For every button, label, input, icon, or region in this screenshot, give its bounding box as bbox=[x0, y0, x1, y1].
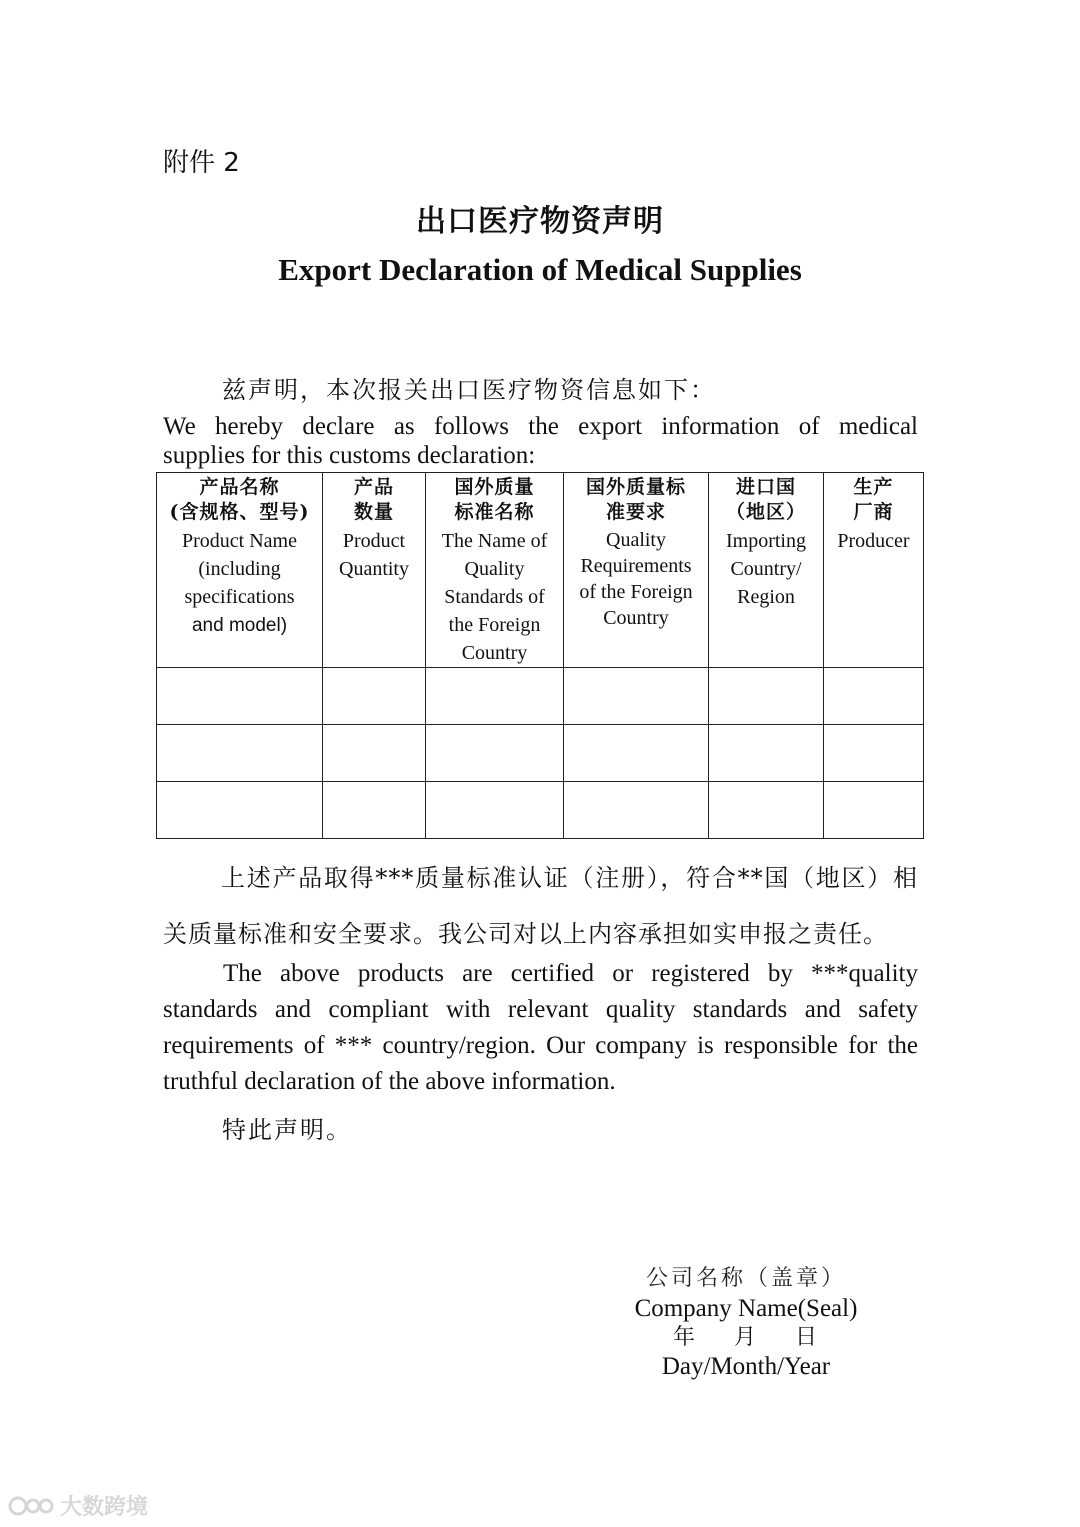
date-en: Day/Month/Year bbox=[661, 1353, 831, 1380]
header-standard-name-en-5: Country bbox=[461, 642, 528, 664]
header-producer-en bbox=[824, 527, 923, 555]
header-importing-country-en-1: Importing bbox=[726, 530, 806, 552]
company-name-en: Company Name(Seal) bbox=[634, 1295, 858, 1322]
header-standard-name-en-2: Quality bbox=[464, 558, 525, 580]
attachment-label: 附件 2 bbox=[163, 148, 240, 178]
header-quality-requirements-en bbox=[564, 527, 708, 631]
watermark-text: 大数跨境 bbox=[60, 1495, 149, 1520]
header-quantity-cn-1: 产品 bbox=[353, 476, 394, 498]
table-cell[interactable] bbox=[323, 725, 426, 782]
header-quantity-en-2: Quantity bbox=[339, 558, 409, 580]
table-cell[interactable] bbox=[157, 782, 323, 839]
table-cell[interactable] bbox=[157, 725, 323, 782]
table-row bbox=[157, 725, 924, 782]
header-product-name-cn-2: (含规格、型号) bbox=[169, 501, 310, 523]
table-cell[interactable] bbox=[564, 725, 709, 782]
header-standard-name-en-1: The Name of bbox=[441, 530, 548, 552]
table-cell[interactable] bbox=[157, 668, 323, 725]
title-english: Export Declaration of Medical Supplies bbox=[278, 252, 802, 287]
header-standard-name-cn-2: 标准名称 bbox=[454, 501, 535, 523]
header-product-name-en-3: specifications bbox=[184, 586, 295, 608]
header-product-name-en bbox=[157, 527, 322, 640]
table-cell[interactable] bbox=[564, 668, 709, 725]
table-header-row bbox=[157, 473, 924, 668]
header-product-name-cn-1: 产品名称 bbox=[199, 476, 280, 498]
company-name-cn: 公司名称（盖章） bbox=[645, 1266, 846, 1291]
statement-english: The above products are certified or registered by ***quality standards and compliant with relevant quality standards and safety requirements of *** country/region. Our company is responsible for the truthful declaration of the above information. bbox=[163, 960, 918, 1095]
table-cell[interactable] bbox=[709, 782, 824, 839]
header-standard-name bbox=[426, 473, 564, 668]
date-cn: 年 月 日 bbox=[673, 1325, 819, 1350]
header-standard-name-en-3: Standards of bbox=[444, 586, 545, 608]
header-quality-requirements-en-3: of the Foreign bbox=[579, 581, 693, 603]
table-cell[interactable] bbox=[824, 782, 924, 839]
declaration-english bbox=[163, 412, 918, 470]
header-producer-en-1: Producer bbox=[837, 530, 910, 552]
header-importing-country-en-3: Region bbox=[737, 586, 795, 608]
header-standard-name-en-4: the Foreign bbox=[448, 614, 541, 636]
header-quantity-en bbox=[323, 527, 425, 583]
header-quantity-en-1: Product bbox=[342, 530, 406, 552]
table-cell[interactable] bbox=[323, 782, 426, 839]
header-quality-requirements-en-1: Quality bbox=[606, 529, 666, 551]
table-cell[interactable] bbox=[709, 668, 824, 725]
header-quantity bbox=[323, 473, 426, 668]
header-producer-cn-2: 厂商 bbox=[853, 501, 894, 523]
header-product-name-en-2: (including bbox=[198, 558, 281, 580]
table-cell[interactable] bbox=[426, 782, 564, 839]
header-standard-name-en bbox=[426, 527, 563, 667]
header-producer-cn-1: 生产 bbox=[853, 476, 894, 498]
supplies-table bbox=[156, 472, 924, 839]
header-importing-country-cn-2: （地区） bbox=[725, 501, 806, 523]
header-product-name bbox=[157, 473, 323, 668]
table-cell[interactable] bbox=[824, 668, 924, 725]
header-quality-requirements-en-4: Country bbox=[603, 607, 669, 629]
table-cell[interactable] bbox=[824, 725, 924, 782]
table-cell[interactable] bbox=[323, 668, 426, 725]
declaration-chinese: 兹声明，本次报关出口医疗物资信息如下： bbox=[222, 376, 716, 404]
declaration-english-line-2: supplies for this customs declaration: bbox=[163, 442, 536, 469]
header-quality-requirements-cn-2: 准要求 bbox=[605, 501, 666, 523]
table-row bbox=[157, 782, 924, 839]
header-quality-requirements-en-2: Requirements bbox=[580, 555, 692, 577]
table-cell[interactable] bbox=[426, 668, 564, 725]
closing-statement: 特此声明。 bbox=[222, 1116, 352, 1144]
logo-icon bbox=[8, 1492, 54, 1520]
header-product-name-en-4: and model) bbox=[191, 615, 288, 636]
header-product-name-en-1: Product Name bbox=[182, 530, 297, 552]
header-importing-country-cn-1: 进口国 bbox=[735, 476, 796, 498]
watermark bbox=[8, 1490, 148, 1521]
header-producer bbox=[824, 473, 924, 668]
statement-chinese: 上述产品取得***质量标准认证（注册），符合**国（地区）相关质量标准和安全要求。我公司对以上内容承担如实申报之责任。 bbox=[163, 864, 918, 948]
title-chinese: 出口医疗物资声明 bbox=[416, 204, 664, 239]
header-importing-country bbox=[709, 473, 824, 668]
table-cell[interactable] bbox=[426, 725, 564, 782]
declaration-english-line-1: We hereby declare as follows the export information of medical bbox=[163, 413, 918, 440]
signature-block bbox=[600, 1264, 892, 1382]
header-importing-country-en bbox=[709, 527, 823, 611]
table-cell[interactable] bbox=[564, 782, 709, 839]
header-standard-name-cn-1: 国外质量 bbox=[454, 476, 535, 498]
table-cell[interactable] bbox=[709, 725, 824, 782]
header-importing-country-en-2: Country/ bbox=[730, 558, 802, 580]
table-row bbox=[157, 668, 924, 725]
header-quality-requirements-cn-1: 国外质量标 bbox=[585, 476, 686, 498]
header-quantity-cn-2: 数量 bbox=[353, 501, 394, 523]
header-quality-requirements bbox=[564, 473, 709, 668]
